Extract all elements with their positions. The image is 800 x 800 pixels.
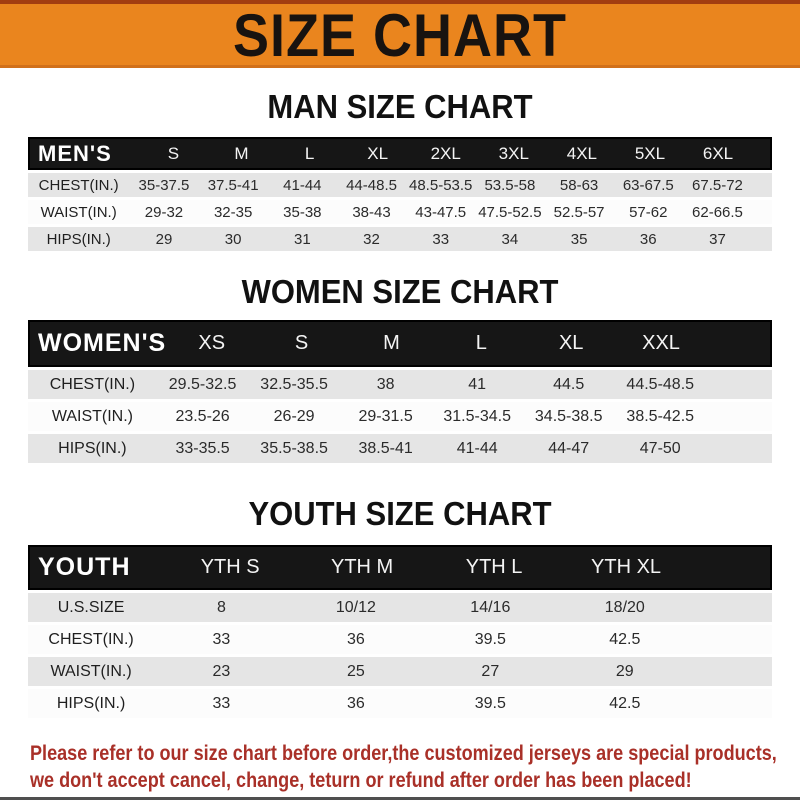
- size-cell: 67.5-72: [692, 176, 743, 194]
- size-cell: 37: [709, 230, 726, 248]
- size-cell: 62-66.5: [692, 203, 743, 221]
- youth-waist-row: [28, 657, 772, 686]
- row-label: HIPS(IN.): [56, 694, 126, 712]
- men-section-heading: MAN SIZE CHART: [267, 87, 533, 126]
- size-cell: 29: [155, 230, 173, 248]
- size-cell: 26-29: [273, 407, 315, 425]
- youth-section-heading: YOUTH SIZE CHART: [248, 494, 552, 533]
- youth-section: [0, 496, 800, 718]
- row-label: HIPS(IN.): [46, 230, 111, 248]
- size-cell: 32: [363, 230, 380, 248]
- size-cell: 44-47: [548, 439, 590, 457]
- row-label: CHEST(IN.): [48, 630, 134, 648]
- size-cell: 35: [570, 230, 588, 248]
- youth-col-header-s: YTH S: [200, 556, 260, 578]
- size-cell: 29: [615, 662, 634, 680]
- size-cell: 47.5-52.5: [478, 203, 542, 221]
- men-col-header-6xl: 6XL: [702, 143, 734, 163]
- youth-col-header-xl: YTH XL: [591, 556, 662, 578]
- row-label: HIPS(IN.): [58, 439, 127, 457]
- disclaimer-line-2: we don't accept cancel, change, teturn or refund after order has been placed!: [30, 768, 692, 793]
- size-cell: 25: [346, 662, 365, 680]
- youth-col-header-m: YTH M: [331, 556, 394, 578]
- size-cell: 37.5-41: [207, 176, 259, 194]
- size-cell: 27: [481, 662, 500, 680]
- size-cell: 33: [432, 230, 450, 248]
- size-cell: 48.5-53.5: [409, 176, 473, 194]
- women-section: [0, 274, 800, 463]
- row-label: CHEST(IN.): [49, 375, 136, 393]
- size-cell: 14/16: [470, 598, 511, 616]
- men-hips-row: [28, 227, 772, 251]
- size-cell: 44.5: [553, 375, 585, 393]
- size-cell: 34: [501, 230, 519, 248]
- size-cell: 43-47.5: [415, 203, 467, 221]
- size-cell: 18/20: [604, 598, 645, 616]
- men-table-corner-label: MEN'S: [38, 140, 112, 166]
- youth-col-header-l: YTH L: [465, 556, 523, 578]
- size-cell: 38: [376, 375, 395, 393]
- women-col-header-xl: XL: [558, 332, 584, 354]
- size-cell: 8: [216, 598, 226, 616]
- size-cell: 38.5-42.5: [626, 407, 695, 425]
- men-size-table: [28, 137, 772, 251]
- men-table-header-row: [28, 137, 772, 170]
- size-cell: 35.5-38.5: [260, 439, 328, 457]
- size-cell: 33-35.5: [175, 439, 230, 457]
- women-hips-row: [28, 434, 772, 463]
- size-cell: 47-50: [639, 439, 681, 457]
- youth-table-corner-label: YOUTH: [38, 553, 131, 581]
- size-cell: 39.5: [474, 630, 506, 648]
- men-col-header-s: S: [167, 143, 180, 163]
- women-section-heading: WOMEN SIZE CHART: [241, 272, 559, 311]
- men-col-header-5xl: 5XL: [634, 143, 666, 163]
- row-label: WAIST(IN.): [50, 662, 132, 680]
- size-cell: 44.5-48.5: [626, 375, 695, 393]
- size-cell: 34.5-38.5: [534, 407, 603, 425]
- women-col-header-xxl: XXL: [642, 332, 680, 354]
- disclaimer-line-1: Please refer to our size chart before order,the customized jerseys are special products,: [30, 741, 777, 765]
- size-cell: 30: [224, 230, 242, 248]
- youth-hips-row: [28, 689, 772, 718]
- size-cell: 52.5-57: [553, 203, 605, 221]
- women-col-header-l: L: [475, 332, 487, 354]
- women-size-table: [28, 320, 772, 463]
- size-cell: 38-43: [352, 203, 391, 221]
- women-col-header-s: S: [294, 332, 309, 354]
- row-label: CHEST(IN.): [38, 176, 119, 194]
- size-cell: 36: [639, 230, 657, 248]
- size-cell: 42.5: [609, 630, 641, 648]
- women-chest-row: [28, 370, 772, 399]
- size-cell: 10/12: [335, 598, 376, 616]
- size-cell: 32.5-35.5: [260, 375, 328, 393]
- size-cell: 39.5: [474, 694, 506, 712]
- size-cell: 33: [212, 630, 231, 648]
- size-cell: 38.5-41: [358, 439, 413, 457]
- row-label: U.S.SIZE: [57, 598, 125, 616]
- men-col-header-2xl: 2XL: [430, 143, 461, 163]
- women-col-header-m: M: [383, 332, 400, 354]
- women-col-header-xs: XS: [198, 332, 226, 354]
- men-chest-row: [28, 173, 772, 197]
- men-section: [0, 89, 800, 251]
- youth-size-table: [28, 545, 772, 718]
- size-cell: 31.5-34.5: [443, 407, 511, 425]
- size-cell: 44-48.5: [346, 176, 397, 194]
- size-cell: 58-63: [559, 176, 599, 194]
- size-cell: 36: [346, 630, 365, 648]
- men-waist-row: [28, 200, 772, 224]
- men-col-header-l: L: [304, 143, 315, 163]
- women-waist-row: [28, 402, 772, 431]
- size-cell: 41-44: [456, 439, 498, 457]
- size-cell: 57-62: [629, 203, 668, 221]
- youth-table-header-row: [28, 545, 772, 590]
- size-cell: 29-32: [144, 203, 184, 221]
- size-cell: 32-35: [213, 203, 253, 221]
- size-cell: 36: [346, 694, 365, 712]
- row-label: WAIST(IN.): [40, 203, 117, 221]
- banner-title: SIZE CHART: [233, 2, 567, 70]
- size-cell: 29-31.5: [358, 407, 413, 425]
- size-cell: 31: [293, 230, 311, 248]
- size-cell: 42.5: [609, 694, 641, 712]
- size-cell: 33: [212, 694, 231, 712]
- size-cell: 63-67.5: [622, 176, 674, 194]
- disclaimer: [30, 740, 800, 795]
- men-col-header-4xl: 4XL: [566, 143, 597, 163]
- size-cell: 35-37.5: [138, 176, 190, 194]
- men-col-header-m: M: [234, 143, 249, 163]
- men-col-header-3xl: 3XL: [498, 143, 529, 163]
- youth-chest-row: [28, 625, 772, 654]
- size-chart-banner: [0, 0, 800, 68]
- size-cell: 29.5-32.5: [168, 375, 237, 393]
- size-cell: 23: [212, 662, 231, 680]
- size-cell: 35-38: [283, 203, 322, 221]
- size-cell: 41-44: [283, 176, 322, 194]
- size-cell: 23.5-26: [175, 407, 230, 425]
- women-table-header-row: [28, 320, 772, 367]
- women-table-corner-label: WOMEN'S: [38, 329, 167, 357]
- row-label: WAIST(IN.): [51, 407, 133, 425]
- men-col-header-xl: XL: [367, 143, 389, 163]
- youth-ussize-row: [28, 593, 772, 622]
- size-cell: 41: [468, 375, 487, 393]
- size-cell: 53.5-58: [484, 176, 536, 194]
